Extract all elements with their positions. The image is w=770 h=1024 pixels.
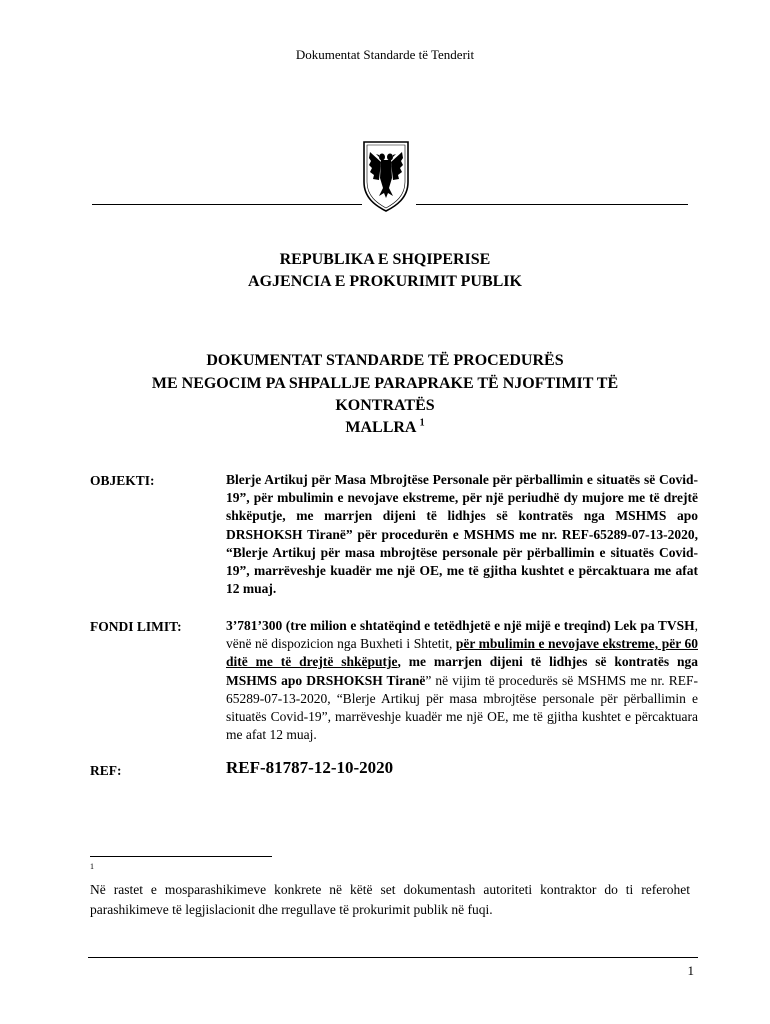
fondi-underlined: për mbulimin e nevojave ekstreme, për 60 ditë me të drejtë shkëputje <box>226 636 698 670</box>
page-footer-divider <box>88 957 698 958</box>
page-header: Dokumentat Standarde të Tenderit <box>295 47 475 62</box>
fondi-bold-2: , me marrjen dijeni të lidhjes së kontratës nga MSHMS apo DRSHOKSH Tiranë <box>226 654 698 688</box>
republic-title: REPUBLIKA E SHQIPERISE <box>279 251 491 268</box>
doc-title-mallra: MALLRA <box>345 419 416 436</box>
albanian-eagle-shield-icon <box>362 138 410 212</box>
page-number: 1 <box>687 963 694 978</box>
doc-title-line2: ME NEGOCIM PA SHPALLJE PARAPRAKE TË NJOFTIMIT TË <box>151 375 619 392</box>
doc-title-line1: DOKUMENTAT STANDARDE TË PROCEDURËS <box>206 352 564 369</box>
fondi-plain-2: ” në vijim të procedurës së MSHMS me nr. REF-65289-07-13-2020, “Blerje Artikuj për masa mbrojtëse personale për përballimin e situatës Covid-19”, marrëveshje kuadër me një OE, me të gjitha kushtet e përcaktuara me afat 12 muaj. <box>226 672 699 743</box>
objekti-text: Blerje Artikuj për Masa Mbrojtëse Personale për përballimin e situatës së Covid-19”, për mbulimin e nevojave ekstreme, për një periudhë dy mujore me të drejtë shkëputje, me marrjen dijeni të lidhjes së kontratës nga MSHMS apo DRSHOKSH Tiranë” për procedurën e MSHMS me nr. REF-65289-07-13-2020, “Blerje Artikuj për masa mbrojtëse personale për përballimin e situatës Covid-19”, marrëveshje kuadër me një OE, me të gjitha kushtet e përcaktuara me afat 12 muaj. <box>226 472 698 597</box>
footnote-text: Në rastet e mosparashikimeve konkrete në këtë set dokumentash autoriteti kontraktor do ti referohet parashikimeve të legjislacionit dhe rregullave të prokurimit publik në fuqi. <box>90 882 690 917</box>
objekti-label: OBJEKTI: <box>90 473 155 488</box>
agency-title: AGJENCIA E PROKURIMIT PUBLIK <box>248 273 522 290</box>
footnote-divider <box>90 856 272 857</box>
divider-right <box>416 204 688 205</box>
fondi-limit-label: FONDI LIMIT: <box>90 619 182 634</box>
divider-left <box>92 204 362 205</box>
doc-title-line3: KONTRATËS <box>335 397 435 414</box>
footnote-reference: 1 <box>419 417 425 429</box>
footnote-mark: 1 <box>90 862 94 871</box>
fondi-amount: 3’781’300 (tre milion e shtatëqind e tetëdhjetë e një mijë e treqind) Lek pa TVSH <box>226 618 695 633</box>
doc-title-line4 <box>0 418 770 437</box>
ref-label: REF: <box>90 763 122 778</box>
fondi-plain-1: , vënë në dispozicion nga Buxheti i Shtetit, <box>226 618 698 652</box>
fondi-limit-text <box>226 617 698 744</box>
ref-value: REF-81787-12-10-2020 <box>226 758 394 777</box>
